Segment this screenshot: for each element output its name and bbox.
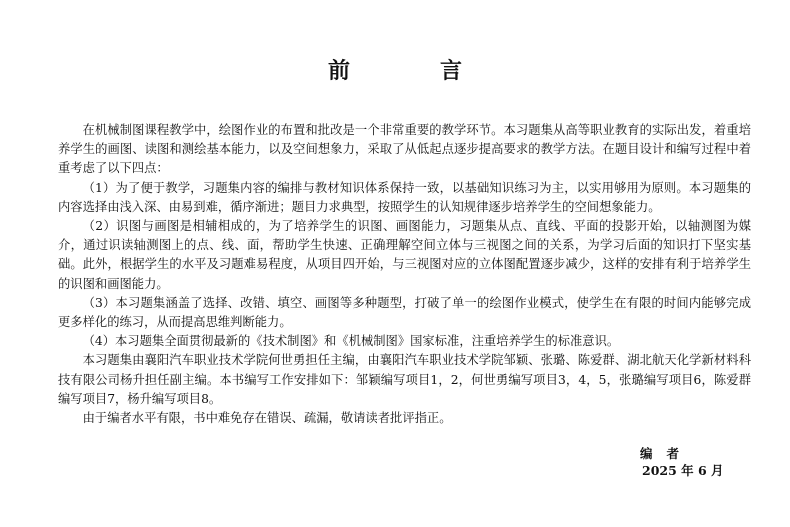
signature-author: 编者: [640, 446, 694, 461]
paragraph-closing: 由于编者水平有限，书中难免存在错误、疏漏，敬请读者批评指正。: [82, 411, 452, 426]
page-title: 前 言: [327, 59, 496, 84]
paragraph-point-1: （1）为了便于教学，习题集内容的编排与教材知识体系保持一致，以基础知识练习为主，以实用够用为原则。本习题集的内容选择由浅入深、由易到难，循序渐进；题目力求典型，按照学生的认知规律逐步培养学生的空间想象能力。: [58, 180, 751, 214]
paragraph-point-3: （3）本习题集涵盖了选择、改错、填空、画图等多种题型，打破了单一的绘图作业模式，使学生在有限的时间内能够完成更多样化的练习，从而提高思维判断能力。: [58, 295, 751, 330]
paragraph-point-2: （2）识图与画图是相辅相成的，为了培养学生的识图、画图能力，习题集从点、直线、平面的投影开始，以轴测图为媒介，通过识读轴测图上的点、线、面，帮助学生快速、正确理解空间立体与三视图之间的关系，为学习后面的知识打下坚实基础。此外，根据学生的水平及习题难易程度，从项目四开始，与三视图对应的立体图配置逐步减少，这样的安排有利于培养学生的识图和画图能力。: [58, 219, 751, 291]
paragraph-point-4: （4）本习题集全面贯彻最新的《技术制图》和《机械制图》国家标准，注重培养学生的标准意识。: [82, 334, 620, 349]
preface-body: [58, 121, 751, 428]
paragraph-authors: 本习题集由襄阳汽车职业技术学院何世勇担任主编，由襄阳汽车职业技术学院邹颖、张璐、陈爱群、湖北航天化学新材料科技有限公司杨升担任副主编。本书编写工作安排如下：邹颖编写项目1，2，何世勇编写项目3，4，5，张璐编写项目6，陈爱群编写项目7，杨升编写项目8。: [58, 353, 751, 406]
signature-date: 2025 年 6 月: [642, 463, 724, 478]
paragraph-intro: 在机械制图课程教学中，绘图作业的布置和批改是一个非常重要的教学环节。本习题集从高等职业教育的实际出发，着重培养学生的画图、读图和测绘基本能力，以及空间想象力，采取了从低起点逐步提高要求的教学方法。在题目设计和编写过程中着重考虑了以下四点：: [58, 123, 751, 176]
